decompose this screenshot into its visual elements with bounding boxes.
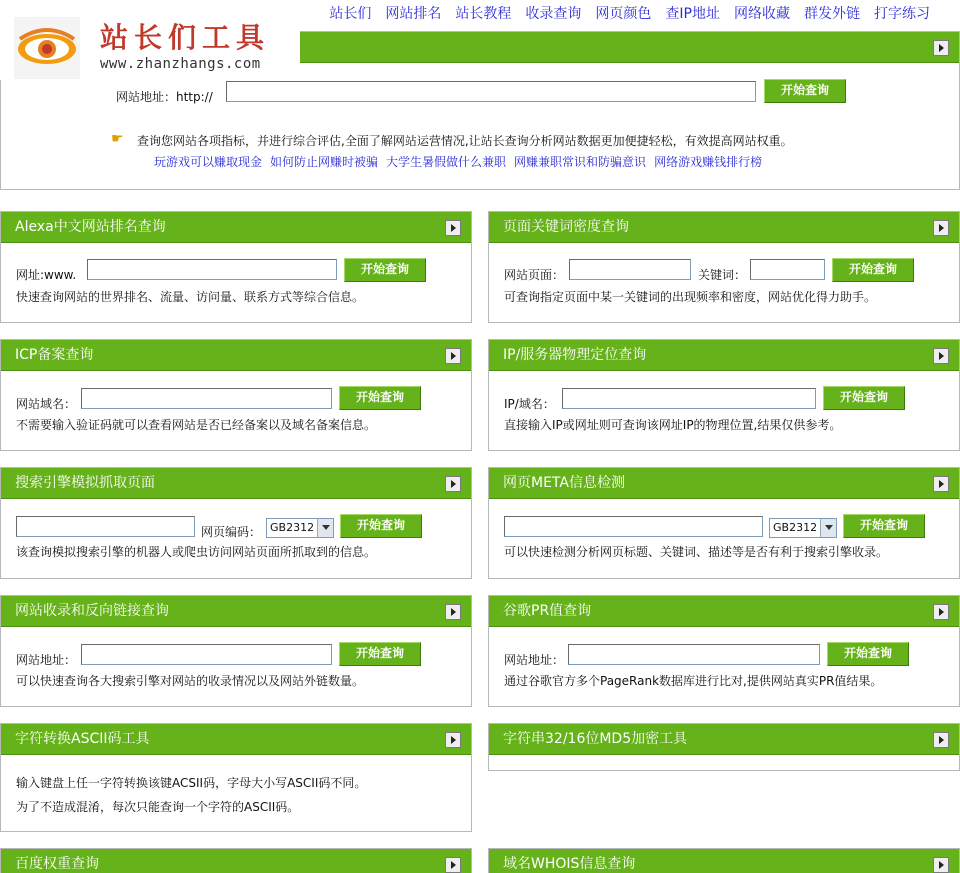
alexa-url-input[interactable] xyxy=(87,259,337,280)
chevron-down-icon xyxy=(820,519,836,537)
pr-desc: 通过谷歌官方多个PageRank数据库进行比对,提供网站真实PR值结果。 xyxy=(504,674,883,688)
icp-domain-input[interactable] xyxy=(81,388,332,409)
nav-link-backlinks[interactable]: 群发外链 xyxy=(804,6,860,22)
meta-encoding-select[interactable] xyxy=(769,518,837,538)
ascii-desc-line1: 输入键盘上任一字符转换该键ACSII码，字母大小写ASCII码不同。 xyxy=(16,776,367,790)
promo-links xyxy=(154,153,762,170)
nav-link-zhanzhangmen[interactable]: 站长们 xyxy=(329,6,372,22)
panel-title: 页面关键词密度查询 xyxy=(489,212,959,243)
nav-link-bookmarks[interactable]: 网络收藏 xyxy=(734,6,790,22)
select-value: GB2312 xyxy=(270,521,315,534)
panel-title: Alexa中文网站排名查询 xyxy=(1,212,471,243)
alexa-desc: 快速查询网站的世界排名、流量、访问量、联系方式等综合信息。 xyxy=(16,290,365,304)
index-query-button[interactable]: 开始查询 xyxy=(339,642,421,666)
expand-arrow-icon[interactable] xyxy=(933,476,949,492)
panel-title: 搜索引擎模拟抓取页面 xyxy=(1,468,471,499)
nav-link-web-colors[interactable]: 网页颜色 xyxy=(595,6,652,22)
main-url-label: 网站地址：http:// xyxy=(116,90,213,104)
promo-link[interactable]: 如何防止网赚时被骗 xyxy=(270,155,379,169)
baidu-weight-panel xyxy=(0,848,472,873)
promo-link[interactable]: 网赚兼职常识和防骗意识 xyxy=(514,155,647,169)
icp-query-button[interactable]: 开始查询 xyxy=(339,386,421,410)
logo-url: www.zhanzhangs.com xyxy=(100,56,261,72)
expand-arrow-icon[interactable] xyxy=(933,732,949,748)
site-logo[interactable] xyxy=(0,0,300,80)
nav-link-typing[interactable]: 打字练习 xyxy=(874,6,930,22)
meta-url-input[interactable] xyxy=(504,516,763,537)
expand-arrow-icon[interactable] xyxy=(445,857,461,873)
ascii-desc-line2: 为了不造成混淆，每次只能查询一个字符的ASCII码。 xyxy=(16,800,300,814)
expand-arrow-icon[interactable] xyxy=(445,476,461,492)
promo-link[interactable]: 玩游戏可以赚取现金 xyxy=(154,155,263,169)
pr-query-button[interactable]: 开始查询 xyxy=(827,642,909,666)
keyword-page-input[interactable] xyxy=(569,259,691,280)
pr-url-label: 网站地址： xyxy=(504,653,565,667)
meta-desc: 可以快速检测分析网页标题、关键词、描述等是否有利于搜索引擎收录。 xyxy=(504,545,889,559)
spider-encoding-label: 网页编码： xyxy=(201,525,262,539)
select-value: GB2312 xyxy=(773,521,818,534)
expand-arrow-icon[interactable] xyxy=(933,220,949,236)
panel-title: 网站收录和反向链接查询 xyxy=(1,596,471,627)
alexa-url-label: 网址:www. xyxy=(16,268,77,282)
panel-title: 网页META信息检测 xyxy=(489,468,959,499)
ip-domain-input[interactable] xyxy=(562,388,816,409)
ip-query-button[interactable]: 开始查询 xyxy=(823,386,905,410)
promo-link[interactable]: 网络游戏赚钱排行榜 xyxy=(654,155,763,169)
panel-title: 百度权重查询 xyxy=(1,849,471,873)
panel-title: 域名WHOIS信息查询 xyxy=(489,849,959,873)
keyword-input[interactable] xyxy=(750,259,825,280)
expand-arrow-icon[interactable] xyxy=(445,348,461,364)
ip-domain-label: IP/域名： xyxy=(504,397,555,411)
expand-arrow-icon[interactable] xyxy=(933,348,949,364)
panel-title: IP/服务器物理定位查询 xyxy=(489,340,959,371)
panel-title: 字符转换ASCII码工具 xyxy=(1,724,471,755)
main-tip-text: 查询您网站各项指标，并进行综合评估,全面了解网站运营情况,让站长查询分析网站数据更加便捷轻松，有效提高网站权重。 xyxy=(137,134,793,148)
panel-title: ICP备案查询 xyxy=(1,340,471,371)
expand-arrow-icon[interactable] xyxy=(445,604,461,620)
panel-title: 字符串32/16位MD5加密工具 xyxy=(489,724,959,755)
chevron-down-icon xyxy=(317,519,333,537)
keyword-page-label: 网站页面： xyxy=(504,268,565,282)
spider-encoding-select[interactable] xyxy=(266,518,334,538)
spider-url-input[interactable] xyxy=(16,516,195,537)
index-desc: 可以快速查询各大搜索引擎对网站的收录情况以及网站外链数量。 xyxy=(16,674,365,688)
top-nav xyxy=(329,3,930,25)
keyword-query-button[interactable]: 开始查询 xyxy=(832,258,914,282)
whois-panel xyxy=(488,848,960,873)
alexa-query-button[interactable]: 开始查询 xyxy=(344,258,426,282)
nav-link-index-query[interactable]: 收录查询 xyxy=(525,6,582,22)
eye-logo-icon xyxy=(14,17,80,79)
index-url-input[interactable] xyxy=(81,644,332,665)
main-query-button[interactable]: 开始查询 xyxy=(764,79,846,103)
main-url-input[interactable] xyxy=(226,81,756,102)
panel-title: 谷歌PR值查询 xyxy=(489,596,959,627)
expand-arrow-icon[interactable] xyxy=(445,220,461,236)
nav-link-tutorial[interactable]: 站长教程 xyxy=(455,6,512,22)
ip-desc: 直接输入IP或网址则可查询该网址IP的物理位置,结果仅供参考。 xyxy=(504,418,842,432)
pr-url-input[interactable] xyxy=(568,644,820,665)
nav-link-site-rank[interactable]: 网站排名 xyxy=(385,6,442,22)
icp-domain-label: 网站域名： xyxy=(16,397,77,411)
logo-name: 站长们工具 xyxy=(100,21,271,54)
spider-desc: 该查询模拟搜索引擎的机器人或爬虫访问网站页面所抓取到的信息。 xyxy=(16,545,377,559)
spider-query-button[interactable]: 开始查询 xyxy=(340,514,422,538)
promo-link[interactable]: 大学生暑假做什么兼职 xyxy=(386,155,507,169)
expand-arrow-icon[interactable] xyxy=(445,732,461,748)
md5-panel xyxy=(488,723,960,771)
index-url-label: 网站地址： xyxy=(16,653,77,667)
expand-arrow-icon[interactable] xyxy=(933,604,949,620)
nav-link-ip-lookup[interactable]: 查IP地址 xyxy=(665,6,720,22)
expand-arrow-icon[interactable] xyxy=(933,40,949,56)
icp-desc: 不需要输入验证码就可以查看网站是否已经备案以及域名备案信息。 xyxy=(16,418,377,432)
keyword-desc: 可查询指定页面中某一关键词的出现频率和密度，网站优化得力助手。 xyxy=(504,290,877,304)
meta-query-button[interactable]: 开始查询 xyxy=(843,514,925,538)
expand-arrow-icon[interactable] xyxy=(933,857,949,873)
pointing-hand-icon: ☛ xyxy=(111,131,124,147)
keyword-label: 关键词： xyxy=(698,268,747,282)
